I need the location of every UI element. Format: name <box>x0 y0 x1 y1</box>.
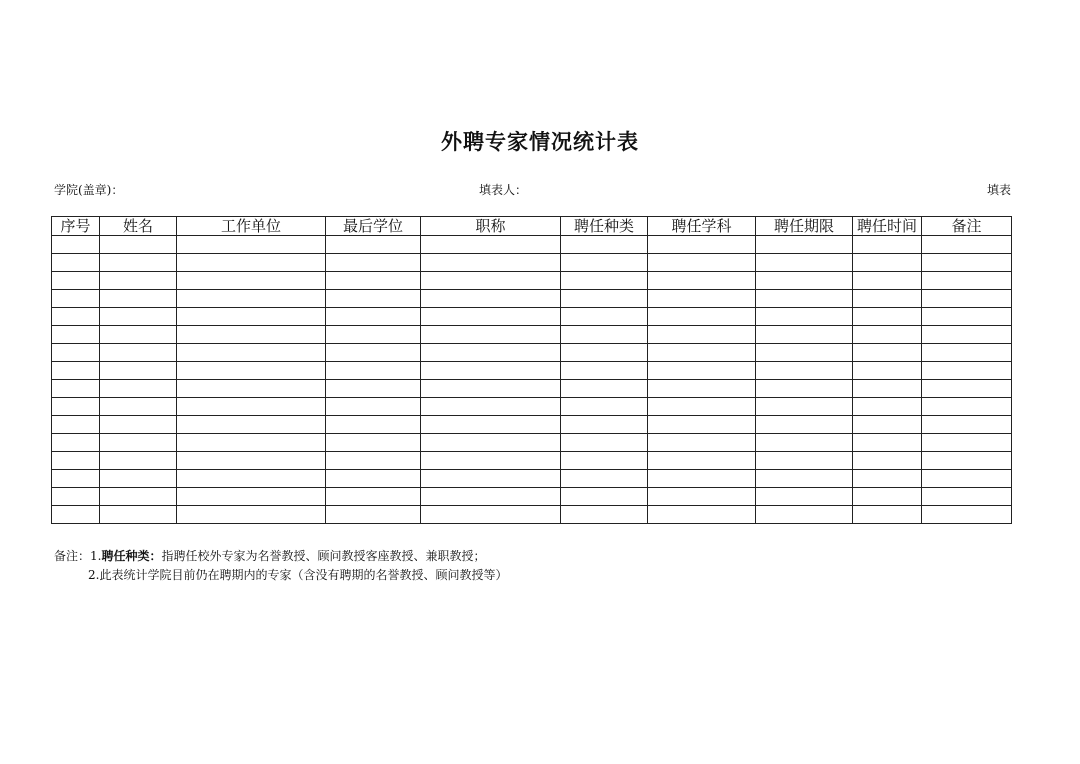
table-cell <box>648 434 756 452</box>
table-row <box>52 434 1012 452</box>
table-cell <box>853 488 922 506</box>
table-row <box>52 452 1012 470</box>
table-cell <box>853 236 922 254</box>
table-cell <box>853 506 922 524</box>
table-row <box>52 506 1012 524</box>
table-row <box>52 254 1012 272</box>
table-cell <box>421 452 561 470</box>
table-cell <box>756 398 853 416</box>
table-cell <box>177 362 326 380</box>
table-cell <box>756 254 853 272</box>
table-cell <box>52 308 100 326</box>
table-cell <box>561 362 648 380</box>
table-cell <box>177 272 326 290</box>
table-cell <box>326 488 421 506</box>
table-cell <box>561 380 648 398</box>
table-cell <box>177 308 326 326</box>
table-cell <box>922 434 1012 452</box>
table-row <box>52 416 1012 434</box>
table-row <box>52 326 1012 344</box>
table-cell <box>177 344 326 362</box>
table-cell <box>421 488 561 506</box>
table-cell <box>100 452 177 470</box>
table-cell <box>648 506 756 524</box>
table-cell <box>421 326 561 344</box>
table-cell <box>922 236 1012 254</box>
note-1-term: 聘任种类： <box>101 549 162 563</box>
table-cell <box>177 416 326 434</box>
note-line-2: 2.此表统计学院目前仍在聘期内的专家（含没有聘期的名誉教授、顾问教授等） <box>88 568 508 582</box>
table-cell <box>922 452 1012 470</box>
table-cell <box>853 398 922 416</box>
table-cell <box>421 308 561 326</box>
table-row <box>52 236 1012 254</box>
table-cell <box>756 290 853 308</box>
table-cell <box>177 470 326 488</box>
table-cell <box>326 308 421 326</box>
table-row <box>52 362 1012 380</box>
table-cell <box>648 308 756 326</box>
table-cell <box>756 308 853 326</box>
table-cell <box>326 290 421 308</box>
table-cell <box>100 344 177 362</box>
table-cell <box>326 236 421 254</box>
table-cell <box>177 434 326 452</box>
table-cell <box>326 416 421 434</box>
table-cell <box>177 290 326 308</box>
table-cell <box>100 416 177 434</box>
table-cell <box>561 272 648 290</box>
table-cell <box>100 488 177 506</box>
table-cell <box>561 290 648 308</box>
table-cell <box>100 254 177 272</box>
table-cell <box>853 290 922 308</box>
table-cell <box>648 344 756 362</box>
table-cell <box>561 452 648 470</box>
table-cell <box>648 380 756 398</box>
table-cell <box>52 470 100 488</box>
table-cell <box>922 488 1012 506</box>
table-cell <box>421 344 561 362</box>
table-row <box>52 290 1012 308</box>
note-1-number: 1. <box>90 549 102 563</box>
table-cell <box>100 398 177 416</box>
table-cell <box>561 254 648 272</box>
table-cell <box>922 272 1012 290</box>
table-cell <box>853 308 922 326</box>
table-cell <box>52 290 100 308</box>
table-cell <box>853 362 922 380</box>
table-cell <box>922 470 1012 488</box>
table-cell <box>922 308 1012 326</box>
table-cell <box>648 416 756 434</box>
table-cell <box>648 290 756 308</box>
table-cell <box>648 254 756 272</box>
table-cell <box>922 326 1012 344</box>
table-cell <box>756 362 853 380</box>
table-cell <box>756 344 853 362</box>
table-cell <box>326 398 421 416</box>
table-cell <box>756 380 853 398</box>
table-cell <box>922 344 1012 362</box>
table-cell <box>922 362 1012 380</box>
table-cell <box>756 326 853 344</box>
table-cell <box>421 272 561 290</box>
header-degree: 最后学位 <box>326 217 421 236</box>
table-cell <box>177 326 326 344</box>
table-cell <box>326 326 421 344</box>
table-body <box>52 236 1012 524</box>
table-cell <box>100 362 177 380</box>
table-cell <box>326 272 421 290</box>
table-cell <box>52 362 100 380</box>
table-cell <box>326 470 421 488</box>
table-cell <box>100 380 177 398</box>
header-appointment-type: 聘任种类 <box>561 217 648 236</box>
table-cell <box>52 506 100 524</box>
table-cell <box>853 470 922 488</box>
table-cell <box>648 398 756 416</box>
table-cell <box>421 470 561 488</box>
table-cell <box>756 416 853 434</box>
table-cell <box>326 506 421 524</box>
table-cell <box>853 326 922 344</box>
table-row <box>52 398 1012 416</box>
table-cell <box>853 254 922 272</box>
table-cell <box>100 470 177 488</box>
table-cell <box>326 380 421 398</box>
table-cell <box>52 488 100 506</box>
table-cell <box>421 236 561 254</box>
table-cell <box>853 272 922 290</box>
header-appointment-date: 聘任时间 <box>853 217 922 236</box>
date-label: 填表 <box>986 183 1011 197</box>
table-cell <box>853 380 922 398</box>
table-cell <box>177 488 326 506</box>
table-cell <box>648 236 756 254</box>
table-cell <box>421 398 561 416</box>
table-cell <box>561 326 648 344</box>
header-index: 序号 <box>52 217 100 236</box>
table-cell <box>177 254 326 272</box>
header-employer: 工作单位 <box>177 217 326 236</box>
table-cell <box>326 344 421 362</box>
table-cell <box>177 506 326 524</box>
table-cell <box>421 416 561 434</box>
table-cell <box>561 434 648 452</box>
table-cell <box>853 416 922 434</box>
table-cell <box>52 272 100 290</box>
table-cell <box>100 236 177 254</box>
header-name: 姓名 <box>100 217 177 236</box>
table-cell <box>648 452 756 470</box>
table-cell <box>756 236 853 254</box>
table-cell <box>648 488 756 506</box>
notes-section <box>54 547 507 585</box>
table-cell <box>561 416 648 434</box>
table-cell <box>853 452 922 470</box>
header-appointment-discipline: 聘任学科 <box>648 217 756 236</box>
table-cell <box>561 236 648 254</box>
table-cell <box>922 506 1012 524</box>
header-appointment-term: 聘任期限 <box>756 217 853 236</box>
table-cell <box>326 362 421 380</box>
page-title: 外聘专家情况统计表 <box>441 129 639 154</box>
filler-label: 填表人： <box>479 183 528 197</box>
table-cell <box>52 416 100 434</box>
table-cell <box>177 398 326 416</box>
table-cell <box>52 344 100 362</box>
table-cell <box>52 254 100 272</box>
note-1-text: 指聘任校外专家为名誉教授、顾问教授客座教授、兼职教授； <box>161 549 486 563</box>
header-title: 职称 <box>421 217 561 236</box>
table-cell <box>756 470 853 488</box>
table-cell <box>561 488 648 506</box>
table-header-row <box>52 217 1012 236</box>
table-cell <box>756 506 853 524</box>
table-cell <box>52 236 100 254</box>
table-row <box>52 272 1012 290</box>
table-row <box>52 488 1012 506</box>
table-cell <box>52 398 100 416</box>
table-cell <box>922 254 1012 272</box>
table-cell <box>52 452 100 470</box>
table-cell <box>648 470 756 488</box>
table-cell <box>52 326 100 344</box>
table-cell <box>756 434 853 452</box>
table-cell <box>648 362 756 380</box>
table-cell <box>853 434 922 452</box>
table-cell <box>421 254 561 272</box>
table-cell <box>100 326 177 344</box>
table-cell <box>922 416 1012 434</box>
table-row <box>52 470 1012 488</box>
table-cell <box>756 452 853 470</box>
table-cell <box>100 290 177 308</box>
table-cell <box>756 488 853 506</box>
table-cell <box>421 290 561 308</box>
college-label: 学院(盖章)： <box>54 183 124 197</box>
note-line-1 <box>54 547 507 566</box>
notes-prefix: 备注： <box>54 549 91 563</box>
table-cell <box>100 506 177 524</box>
table-cell <box>922 290 1012 308</box>
table-cell <box>421 434 561 452</box>
table-cell <box>561 308 648 326</box>
table-cell <box>756 272 853 290</box>
table-cell <box>648 272 756 290</box>
table-cell <box>421 506 561 524</box>
table-cell <box>177 380 326 398</box>
table-cell <box>853 344 922 362</box>
table-cell <box>561 506 648 524</box>
table-cell <box>177 236 326 254</box>
table-cell <box>326 452 421 470</box>
table-cell <box>561 344 648 362</box>
table-cell <box>561 470 648 488</box>
table-cell <box>922 398 1012 416</box>
table-cell <box>326 434 421 452</box>
table-cell <box>100 434 177 452</box>
header-remarks: 备注 <box>922 217 1012 236</box>
table-cell <box>100 308 177 326</box>
table-cell <box>52 434 100 452</box>
table-cell <box>922 380 1012 398</box>
table-cell <box>326 254 421 272</box>
table-cell <box>648 326 756 344</box>
table-cell <box>421 362 561 380</box>
table-row <box>52 344 1012 362</box>
table-cell <box>561 398 648 416</box>
table-cell <box>52 380 100 398</box>
table-cell <box>100 272 177 290</box>
table-cell <box>177 452 326 470</box>
table-row <box>52 380 1012 398</box>
table-row <box>52 308 1012 326</box>
expert-statistics-table <box>51 216 1012 524</box>
table-cell <box>421 380 561 398</box>
